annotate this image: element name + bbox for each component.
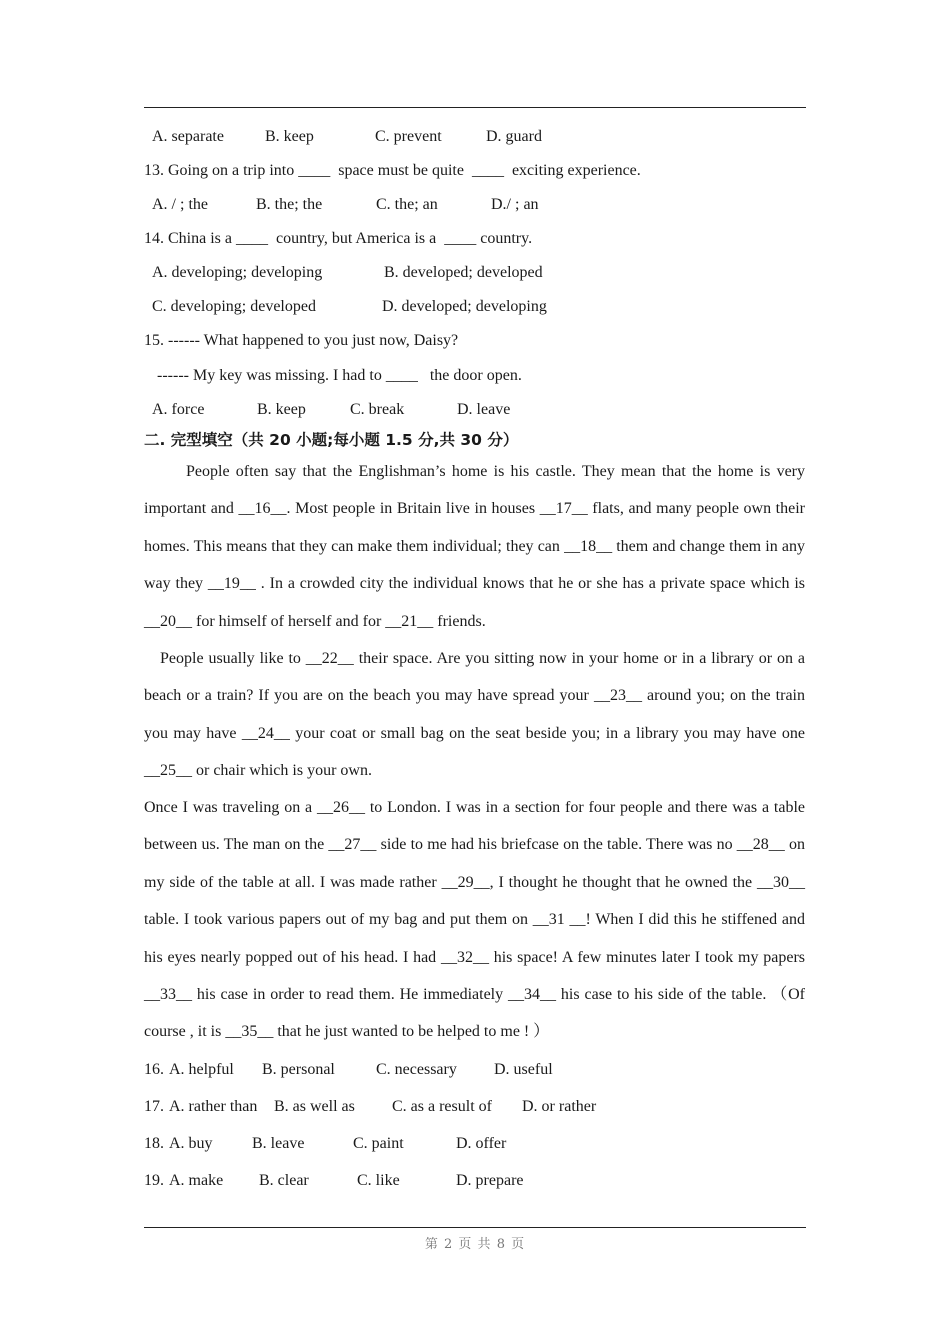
- q17-option-d: D. or rather: [522, 1098, 597, 1115]
- q13-option-b: B. the; the: [256, 196, 323, 213]
- q19-option-a: A. make: [169, 1172, 224, 1189]
- q19-number: 19.: [144, 1172, 164, 1189]
- q12-option-a: A. separate: [152, 128, 224, 145]
- passage-paragraph-3: Once I was traveling on a __26__ to London. I was in a section for four people and there was a table between us. The man on the __27__ side to me had his briefcase on the table. There was no __28__ on my side of the table at all. I was made rather __29__, I thought he thought that he owned the __30__ table. I took various papers out of my bag and put them on __31 __! When I did this he stiffened and his eyes nearly popped out of his head. I had __32__ his space! A few minutes later I took my papers __33__ his case in order to read them. He immediately __34__ his case to his side of the table. （Of course , it is __35__ that he just wanted to be helped to me ! ）: [144, 799, 805, 1041]
- q18-number: 18.: [144, 1135, 164, 1152]
- q17-number: 17.: [144, 1098, 164, 1115]
- q19-option-b: B. clear: [259, 1172, 309, 1189]
- q17-option-b: B. as well as: [274, 1098, 355, 1115]
- q14-stem: 14. China is a ____ country, but America is a ____ country.: [144, 230, 533, 247]
- q12-option-c: C. prevent: [375, 128, 442, 145]
- q14-option-c: C. developing; developed: [152, 298, 316, 315]
- q16-option-c: C. necessary: [376, 1061, 457, 1078]
- q13-stem: 13. Going on a trip into ____ space must be quite ____ exciting experience.: [144, 162, 641, 179]
- section-heading: 二. 完型填空（共 20 小题;每小题 1.5 分,共 30 分）: [144, 431, 519, 449]
- q14-option-d: D. developed; developing: [382, 298, 547, 315]
- passage-paragraph-2: People usually like to __22__ their space. Are you sitting now in your home or in a library or on a beach or a train? If you are on the beach you may have spread your __23__ around you; on the train you may have __24__ your coat or small bag on the seat beside you; in a library you may have one __25__ or chair which is your own.: [144, 650, 805, 780]
- q16-option-a: A. helpful: [169, 1061, 234, 1078]
- q12-option-d: D. guard: [486, 128, 542, 145]
- q17-option-a: A. rather than: [169, 1098, 258, 1115]
- q15-stem: 15. ------ What happened to you just now, Daisy?: [144, 332, 459, 349]
- q14-option-b: B. developed; developed: [384, 264, 543, 281]
- q15-option-c: C. break: [350, 401, 405, 418]
- q18-option-b: B. leave: [252, 1135, 305, 1152]
- q15-option-d: D. leave: [457, 401, 511, 418]
- q16-option-d: D. useful: [494, 1061, 553, 1078]
- q15-reply: ------ My key was missing. I had to ____ the door open.: [157, 367, 522, 384]
- q18-option-c: C. paint: [353, 1135, 404, 1152]
- q15-option-b: B. keep: [257, 401, 306, 418]
- q16-option-b: B. personal: [262, 1061, 335, 1078]
- q13-option-a: A. / ; the: [152, 196, 208, 213]
- q13-option-c: C. the; an: [376, 196, 438, 213]
- q12-option-b: B. keep: [265, 128, 314, 145]
- q18-option-a: A. buy: [169, 1135, 213, 1152]
- header-rule: [144, 107, 806, 108]
- footer-rule: [144, 1227, 806, 1228]
- q13-option-d: D./ ; an: [491, 196, 539, 213]
- q19-option-c: C. like: [357, 1172, 400, 1189]
- passage-paragraph-1: People often say that the Englishman’s home is his castle. They mean that the home is very important and __16__. Most people in Britain live in houses __17__ flats, and many people own their homes. This means that they can make them individual; they can __18__ them and change them in any way they __19__ . In a crowded city the individual knows that he or she has a private space which is __20__ for himself of herself and for __21__ friends.: [144, 463, 805, 630]
- q14-option-a: A. developing; developing: [152, 264, 323, 281]
- q17-option-c: C. as a result of: [392, 1098, 492, 1115]
- q16-number: 16.: [144, 1061, 164, 1078]
- q19-option-d: D. prepare: [456, 1172, 524, 1189]
- q18-option-d: D. offer: [456, 1135, 507, 1152]
- q15-option-a: A. force: [152, 401, 205, 418]
- page-number: 第 2 页 共 8 页: [424, 1237, 526, 1252]
